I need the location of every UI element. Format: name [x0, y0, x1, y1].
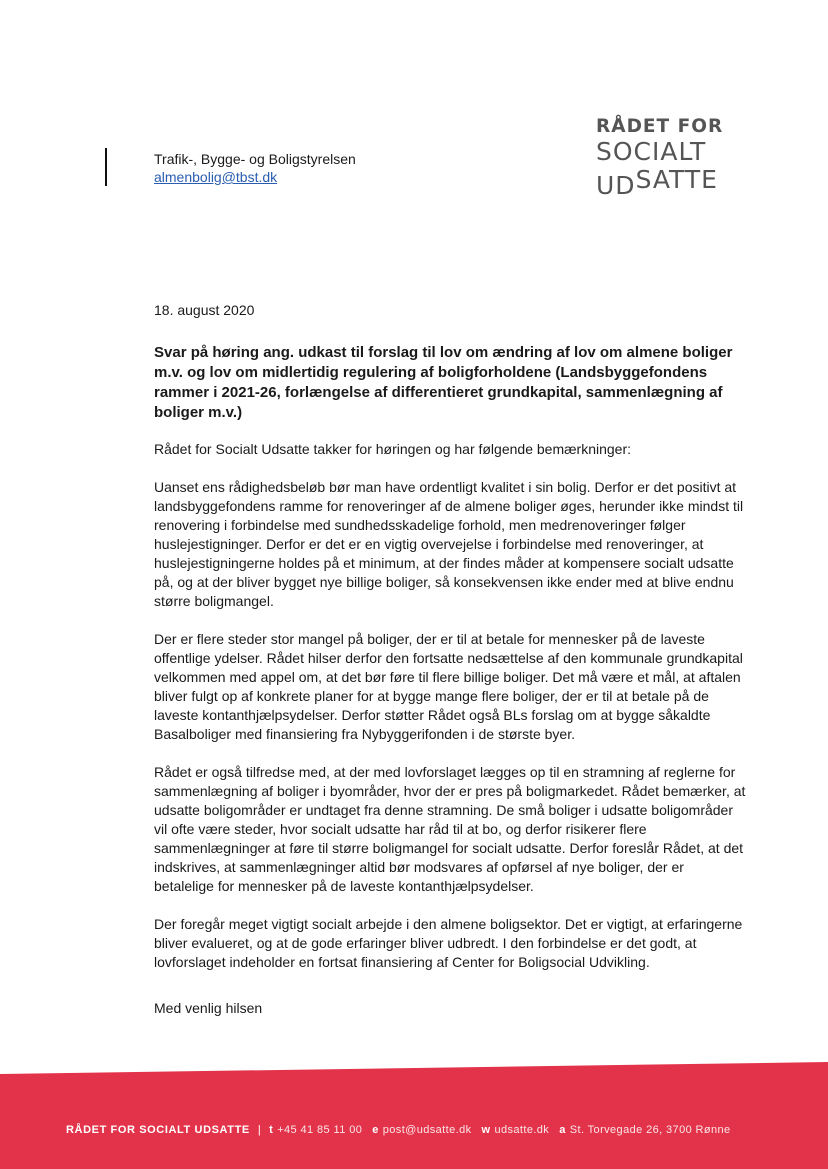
- paragraph-housing-shortage: Der er flere steder stor mangel på boliger, der er til at betale for mennesker på de laveste offentlige ydelser. Rådet hilser derfor den fortsatte nedsættelse af den kommunale grundkapital velkommen med appel om, at det bør føre til flere billige boliger. Det må være et mål, at aftalen bliver fulgt op af konkrete planer for at bygge mange flere boliger, der er til at betale på de laveste kontanthjælpsydelser. Derfor støtter Rådet også BLs forslag om at bygge såkaldte Basalboliger med finansiering fra Nybyggerifonden i de største byer.: [154, 631, 743, 742]
- paragraph-intro: Rådet for Socialt Udsatte takker for høringen og har følgende bemærkninger:: [154, 441, 632, 457]
- recipient-divider: [105, 148, 107, 186]
- paragraph-renovation: Uanset ens rådighedsbeløb bør man have ordentligt kvalitet i sin bolig. Derfor er det positivt at landsbyggefondens ramme for renoveringer af de almene boliger øges, herunder ikke mindst til renovering i forbindelse med sundhedsskadelige forhold, men medrenoveringer følger huslejestigninger. Derfor er det er en vigtig overvejelse i forbindelse med renoveringer, at huslejestigningerne holdes på et minimum, at der findes måder at kompensere socialt udsatte på, og at der bliver bygget nye billige boliger, så konsekvensen ikke ender med at blive endnu større boligmangel.: [154, 479, 744, 609]
- footer-band: [0, 1062, 828, 1169]
- logo-line-2: SOCIALT: [596, 137, 707, 166]
- logo-line-3: [596, 165, 756, 200]
- footer-org-name: RÅDET FOR SOCIALT UDSATTE: [66, 1124, 250, 1136]
- recipient-email-link[interactable]: almenbolig@tbst.dk: [154, 169, 278, 185]
- letter-subject: Svar på høring ang. udkast til forslag til lov om ændring af lov om almene boliger m.v. og lov om midlertidig regulering af boligforholdene (Landsbyggefondens rammer i 2021-26, forlængelse af differentieret grundkapital, sammenlægning af boliger m.v.): [154, 344, 733, 421]
- recipient-block: [154, 150, 356, 186]
- footer-contact-line: [66, 1124, 741, 1136]
- footer-web-key: w: [481, 1124, 491, 1136]
- footer-email: post@udsatte.dk: [382, 1124, 472, 1136]
- footer-email-key: e: [372, 1124, 379, 1136]
- letter-closing: Med venlig hilsen: [154, 1000, 263, 1016]
- organization-logo: [596, 116, 756, 200]
- logo-ud: UD: [596, 171, 636, 200]
- footer-web: udsatte.dk: [494, 1124, 550, 1136]
- footer-separator: |: [257, 1124, 262, 1136]
- recipient-name: Trafik-, Bygge- og Boligstyrelsen: [154, 151, 356, 167]
- footer-address: St. Torvegade 26, 3700 Rønne: [569, 1124, 731, 1136]
- logo-line-1: RÅDET FOR: [596, 116, 724, 137]
- logo-satte: SATTE: [635, 165, 718, 194]
- paragraph-merging: Rådet er også tilfredse med, at der med lovforslaget lægges op til en stramning af reglerne for sammenlægning af boliger i byområder, hvor der er pres på boligmarkedet. Rådet bemærker, at udsatte boligområder er undtaget fra denne stramning. De små boliger i udsatte boligområder vil ofte være steder, hvor socialt udsatte har råd til at bo, og derfor risikerer flere sammenlægninger at føre til større boligmangel for socialt udsatte. Derfor foreslår Rådet, at det indskrives, at sammenlægninger altid bør modsvares af opførsel af nye boliger, der er betalelige for mennesker på de laveste kontanthjælpsydelser.: [154, 764, 746, 894]
- footer-phone: +45 41 85 11 00: [277, 1124, 363, 1136]
- letter-date: 18. august 2020: [154, 302, 255, 318]
- letter-body: [154, 440, 746, 991]
- footer-address-key: a: [559, 1124, 566, 1136]
- paragraph-social-work: Der foregår meget vigtigt socialt arbejde i den almene boligsektor. Det er vigtigt, at erfaringerne bliver evalueret, og at de gode erfaringer bliver udbredt. I den forbindelse er det godt, at lovforslaget indeholder en fortsat finansiering af Center for Boligsocial Udvikling.: [154, 916, 743, 970]
- footer-phone-key: t: [269, 1124, 274, 1136]
